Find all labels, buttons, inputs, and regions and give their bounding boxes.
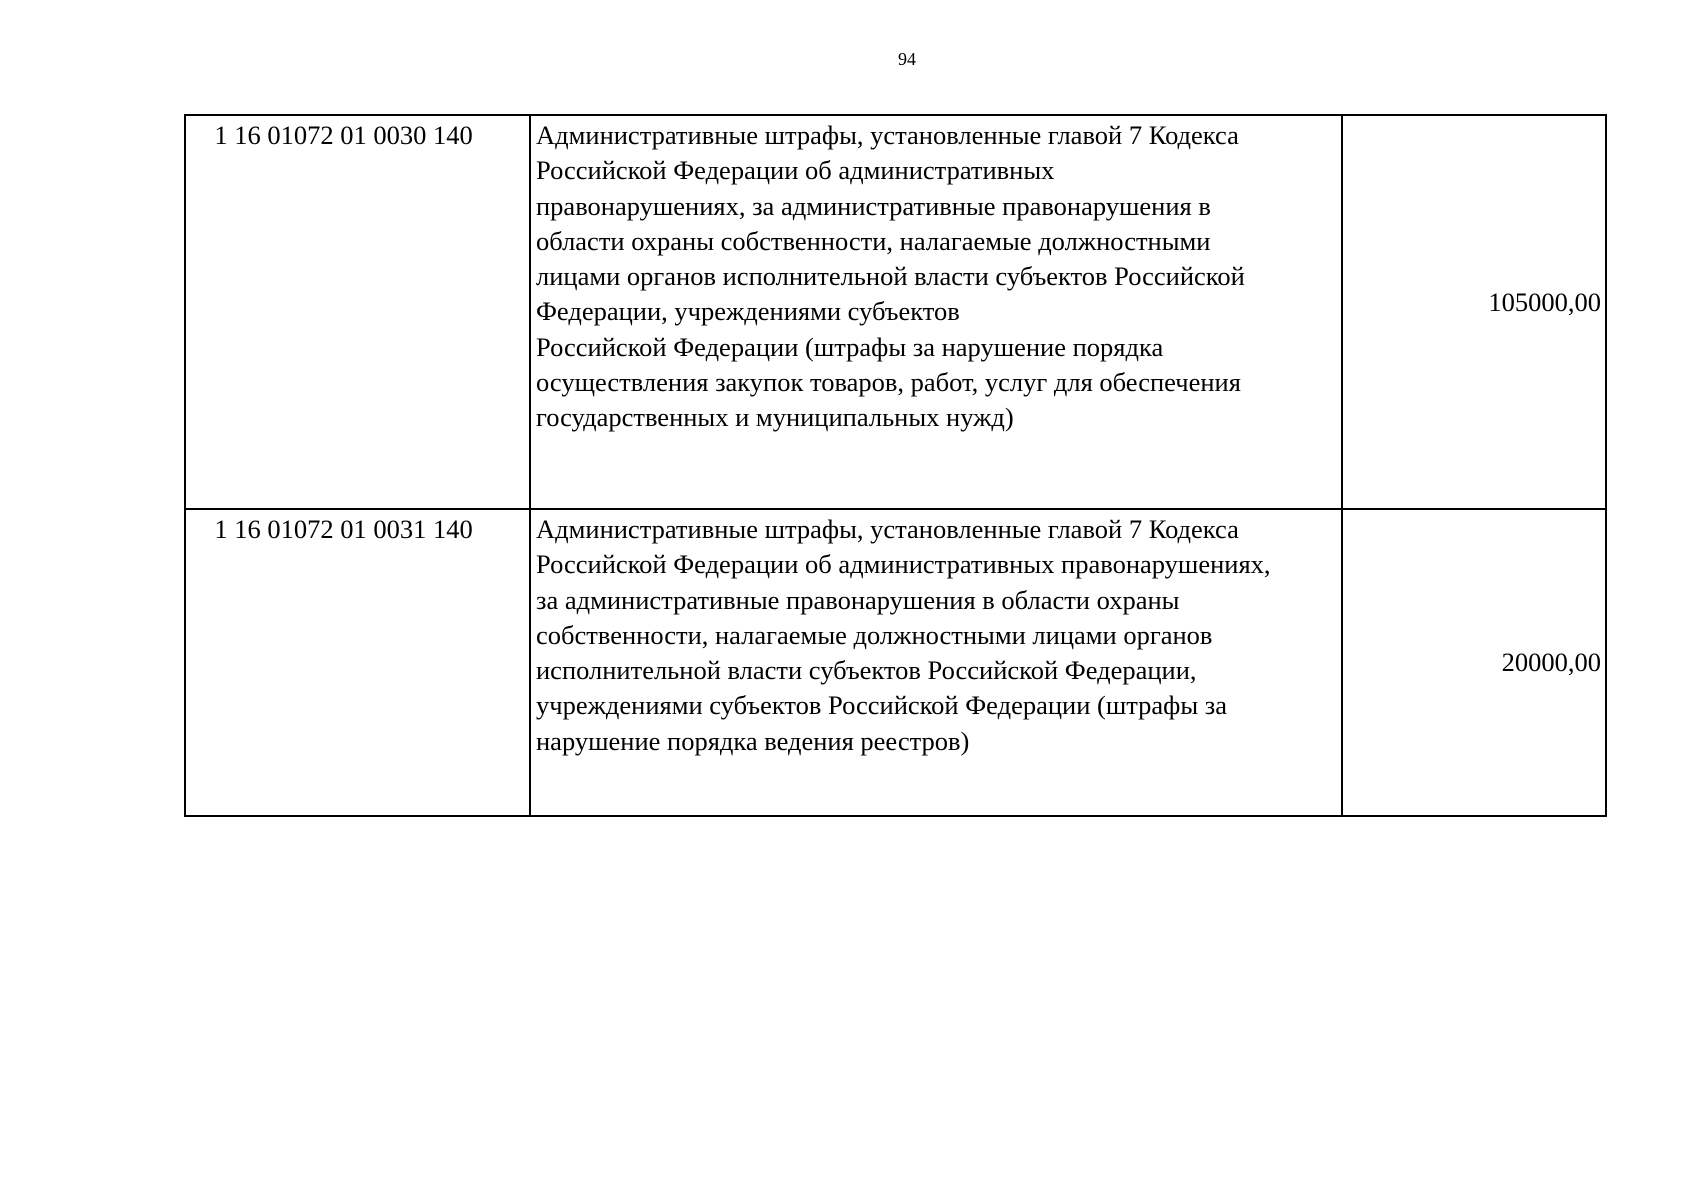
table-row <box>185 509 1606 816</box>
amount-value: 105000,00 <box>1488 287 1601 318</box>
description-line: Российской Федерации (штрафы за нарушение порядка <box>536 331 1164 362</box>
description-line: государственных и муниципальных нужд) <box>536 402 1014 433</box>
description-line: Административные штрафы, установленные главой 7 Кодекса <box>536 120 1239 150</box>
description-line: осуществления закупок товаров, работ, услуг для обеспечения <box>536 367 1241 398</box>
description-line: Российской Федерации об административных правонарушениях, <box>536 549 1271 580</box>
budget-code: 1 16 01072 01 0030 140 <box>214 120 473 150</box>
description-line: нарушение порядка ведения реестров) <box>536 725 970 756</box>
description-line: за административные правонарушения в области охраны <box>536 584 1180 615</box>
description-line: собственности, налагаемые должностными лицами органов <box>536 619 1213 650</box>
amount-cell <box>1342 509 1606 816</box>
code-cell <box>185 115 530 509</box>
amount-value: 20000,00 <box>1501 646 1601 677</box>
description-line: области охраны собственности, налагаемые должностными <box>536 225 1211 256</box>
description-line: правонарушениях, за административные правонарушения в <box>536 190 1211 221</box>
amount-cell <box>1342 115 1606 509</box>
description-cell <box>530 115 1342 509</box>
description-cell <box>530 509 1342 816</box>
table-row <box>185 115 1606 509</box>
description-line: Административные штрафы, установленные главой 7 Кодекса <box>536 514 1239 544</box>
budget-table <box>184 114 1607 817</box>
description-line: Российской Федерации об административных <box>536 155 1055 186</box>
description-line: лицами органов исполнительной власти субъектов Российской <box>536 261 1245 292</box>
description-line: Федерации, учреждениями субъектов <box>536 296 960 327</box>
page-number: 94 <box>898 49 916 69</box>
budget-code: 1 16 01072 01 0031 140 <box>214 514 473 544</box>
description-line: исполнительной власти субъектов Российской Федерации, <box>536 655 1197 686</box>
description-line: учреждениями субъектов Российской Федерации (штрафы за <box>536 690 1227 721</box>
code-cell <box>185 509 530 816</box>
